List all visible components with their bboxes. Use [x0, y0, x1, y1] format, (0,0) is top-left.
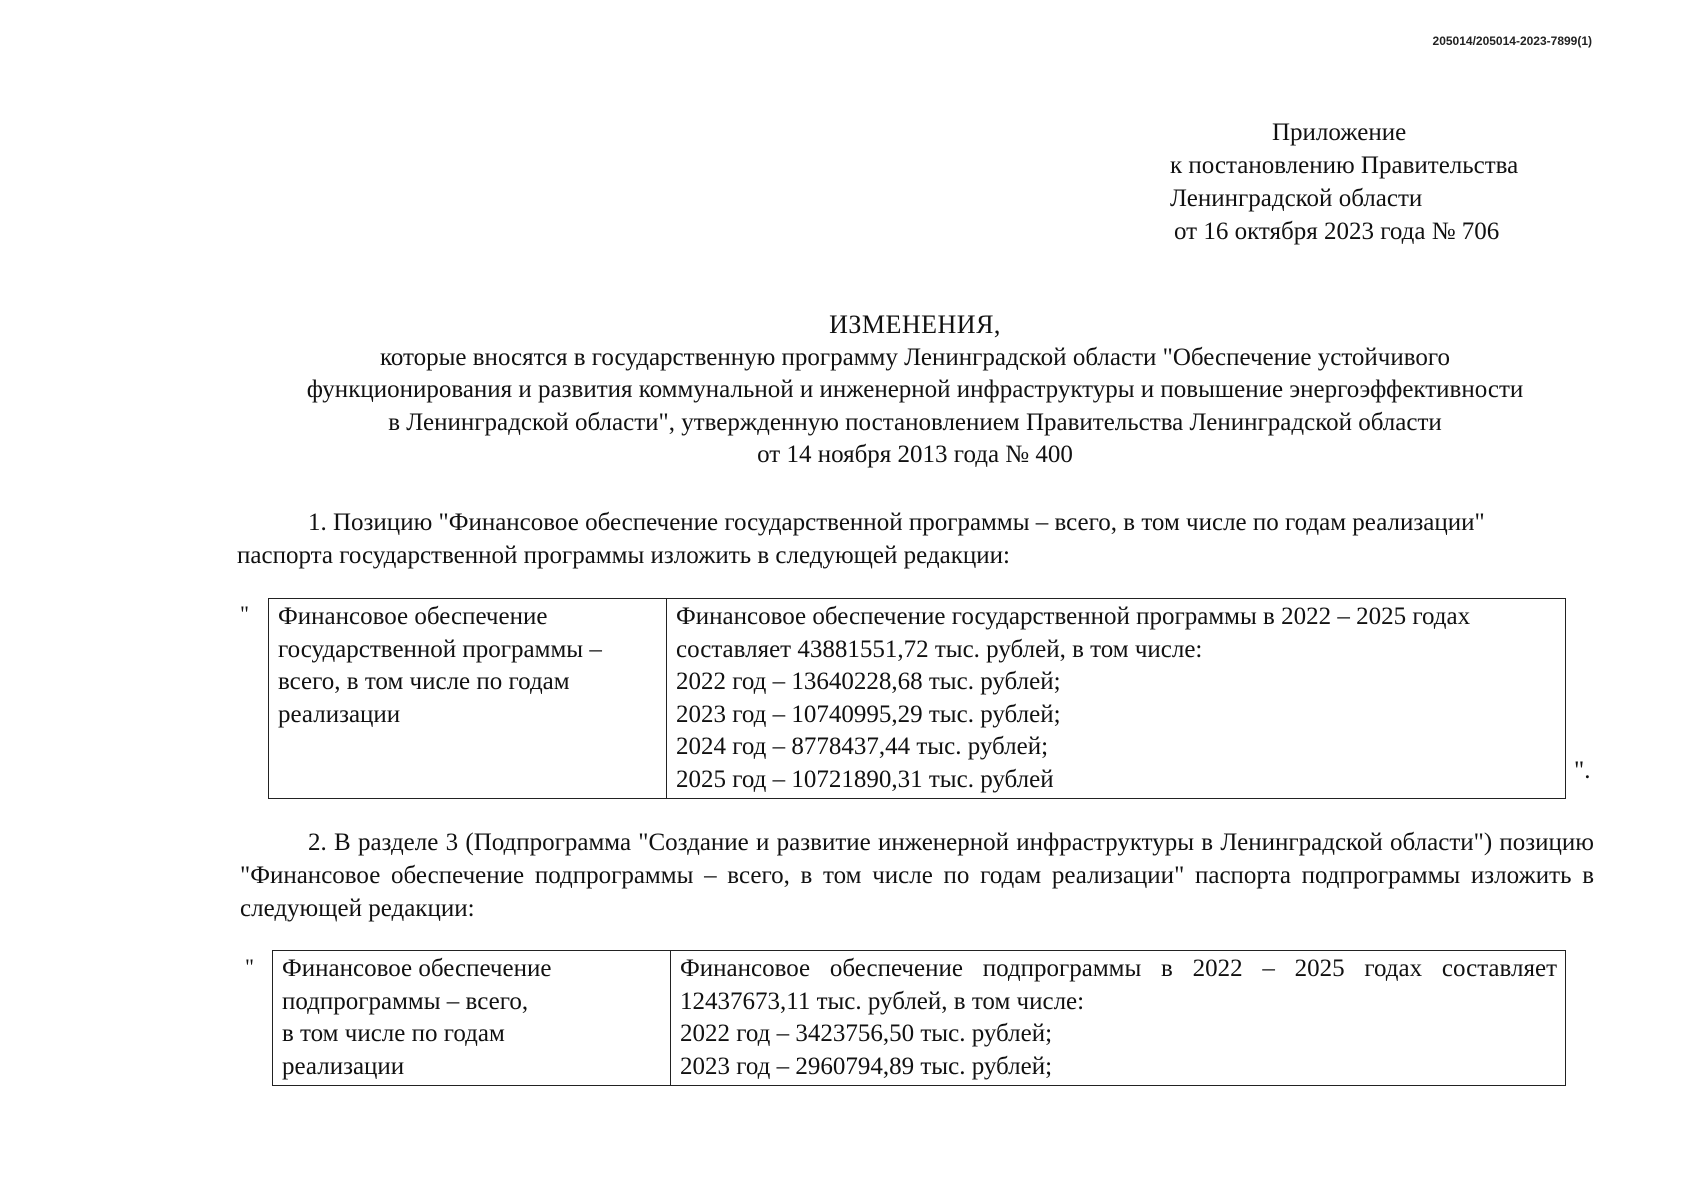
appendix-line-2: к постановлению Правительства [1170, 152, 1519, 179]
table-value-line: Финансовое обеспечение подпрограммы в 2022 – 2025 годах составляет [680, 955, 1557, 982]
table-value-line: составляет 43881551,72 тыс. рублей, в том числе: [676, 635, 1203, 663]
document-heading [230, 309, 1600, 472]
heading-line-1: которые вносятся в государственную программу Ленинградской области "Обеспечение устойчивого [379, 343, 1451, 371]
heading-line-4: от 14 ноября 2013 года № 400 [757, 441, 1073, 468]
section-2-table-label-cell [273, 951, 671, 1086]
heading-line-3: в Ленинградской области", утвержденную постановлением Правительства Ленинградской области [388, 408, 1442, 436]
table-row [269, 599, 1566, 799]
table-label-line: подпрограммы – всего, [282, 987, 529, 1015]
table-value-line: 2025 год – 10721890,31 тыс. рублей [676, 765, 1054, 793]
appendix-line-1: Приложение [1272, 119, 1407, 146]
section-1-table-value-cell [667, 599, 1566, 799]
table-label-line: в том числе по годам [282, 1020, 505, 1047]
table-value-line: 12437673,11 тыс. рублей, в том числе: [680, 987, 1085, 1015]
section-1-table-label-cell [269, 599, 667, 799]
table-value-line: 2022 год – 13640228,68 тыс. рублей; [676, 668, 1061, 695]
heading-title: ИЗМЕНЕНИЯ, [829, 310, 1001, 339]
table-value-line: 2023 год – 10740995,29 тыс. рублей; [676, 700, 1061, 728]
heading-line-2: функционирования и развития коммунальной и инженерной инфраструктуры и повышение энергоэффективности [306, 376, 1524, 403]
section-1-line-2: паспорта государственной программы изложить в следующей редакции: [237, 542, 1010, 569]
table-label-line: Финансовое обеспечение [278, 603, 548, 630]
appendix-line-3: Ленинградской области [1170, 185, 1423, 212]
table-row [273, 951, 1566, 1086]
section-2-table-value-cell [671, 951, 1566, 1086]
table-label-line: государственной программы – [278, 635, 602, 663]
document-id: 205014/205014-2023-7899(1) [1432, 34, 1592, 48]
section-2-paragraph: 2. В разделе 3 (Подпрограмма "Создание и развитие инженерной инфраструктуры в Ленинградской области") позицию "Финансовое обеспечение подпрограммы – всего, в том числе по годам реализации" паспорта подпрограммы изложить в следующей редакции: [240, 829, 1594, 922]
table-label-line: всего, в том числе по годам [278, 668, 570, 695]
table-value-line: 2023 год – 2960794,89 тыс. рублей; [680, 1052, 1053, 1080]
section-2-open-quote: " [245, 954, 254, 979]
section-1-line-1: 1. Позицию "Финансовое обеспечение государственной программы – всего, в том числе по годам реализации" [308, 509, 1485, 536]
section-1-table [268, 598, 1566, 799]
table-value-line: 2024 год – 8778437,44 тыс. рублей; [676, 733, 1049, 760]
table-value-line: Финансовое обеспечение государственной программы в 2022 – 2025 годах [676, 603, 1471, 630]
table-label-line: реализации [278, 700, 401, 728]
section-1-close-quote: ". [1574, 757, 1591, 784]
section-1-open-quote: " [240, 601, 249, 626]
appendix-line-4: от 16 октября 2023 года № 706 [1174, 218, 1500, 245]
table-value-line: 2022 год – 3423756,50 тыс. рублей; [680, 1020, 1053, 1047]
section-2-table [272, 950, 1566, 1086]
table-label-line: Финансовое обеспечение [282, 955, 552, 982]
table-label-line: реализации [282, 1052, 405, 1080]
